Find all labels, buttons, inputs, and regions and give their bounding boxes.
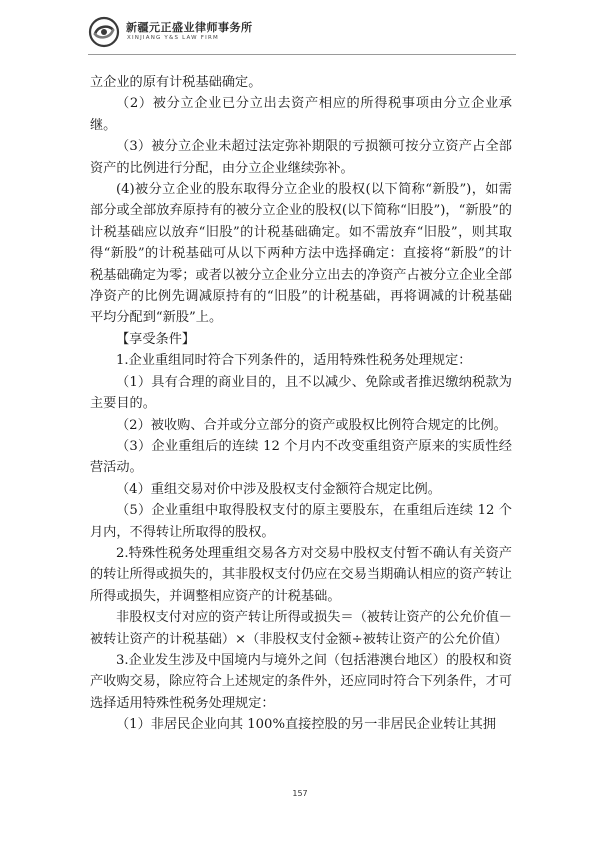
paragraph-continuation: 立企业的原有计税基础确定。 [90,75,262,90]
paragraph-subcondition-4: （4）重组交易对价中涉及股权支付金额符合规定比例。 [116,481,441,497]
paragraph-condition-3: 3.企业发生涉及中国境内与境外之间（包括港澳台地区）的股权和资产收购交易，除应符合上述规定的条件外，还应同时符合下列条件，才可选择适用特殊性税务处理规定： [90,652,512,711]
header-divider [88,54,516,55]
page-header [88,14,508,54]
paragraph-item-2: （2）被分立企业已分立出去资产相应的所得税事项由分立企业承继。 [90,96,512,133]
paragraph-item-3: （3）被分立企业未超过法定弥补期限的亏损额可按分立资产占全部资产的比例进行分配，由分立企业继续弥补。 [90,139,512,176]
paragraph-subcondition-2: （2）被收购、合并或分立部分的资产或股权比例符合规定的比例。 [116,417,507,433]
paragraph-condition-1: 1.企业重组同时符合下列条件的，适用特殊性税务处理规定： [116,353,472,369]
section-heading-conditions: 【享受条件】 [116,331,196,347]
paragraph-subcondition-3: （3）企业重组后的连续 12 个月内不改变重组资产原来的实质性经营活动。 [90,438,512,476]
paragraph-subcondition-3-1: （1）非居民企业向其 100%直接控股的另一非居民企业转让其拥 [116,717,496,733]
document-body [90,72,512,736]
paragraph-subcondition-1: （1）具有合理的商业目的，且不以减少、免除或者推迟缴纳税款为主要目的。 [90,374,512,412]
paragraph-item-4: (4)被分立企业的股东取得分立企业的股权(以下简称“新股”)，如需部分或全部放弃原持有的被分立企业的股权(以下简称“旧股”)，“新股”的计税基础应以放弃“旧股”的计税基础确定。如不需放弃“旧股”，则其取得“新股”的计税基础可从以下两种方法中选择确定：直接将“新股”的计税基础确定为零；或者以被分立企业分立出去的净资产占被分立企业全部净资产的比例先调减原持有的“旧股”的计税基础，再将调减的计税基础平均分配到“新股”上。 [90,182,512,326]
firm-name-en: XINJIANG Y&S LAW FIRM [127,35,219,41]
paragraph-subcondition-5: （5）企业重组中取得股权支付的原主要股东，在重组后连续 12 个月内，不得转让所取得的股权。 [90,503,512,540]
page-number: 157 [292,789,308,798]
firm-name-cn: 新疆元正盛业律师事务所 [126,21,253,34]
paragraph-formula: 非股权支付对应的资产转让所得或损失＝（被转让资产的公允价值－被转让资产的计税基础）×（非股权支付金额÷被转让资产的公允价值） [90,610,512,647]
paragraph-condition-2: 2.特殊性税务处理重组交易各方对交易中股权支付暂不确认有关资产的转让所得或损失的，其非股权支付仍应在交易当期确认相应的资产转让所得或损失，并调整相应资产的计税基础。 [90,545,512,604]
firm-logo-icon [88,16,120,48]
